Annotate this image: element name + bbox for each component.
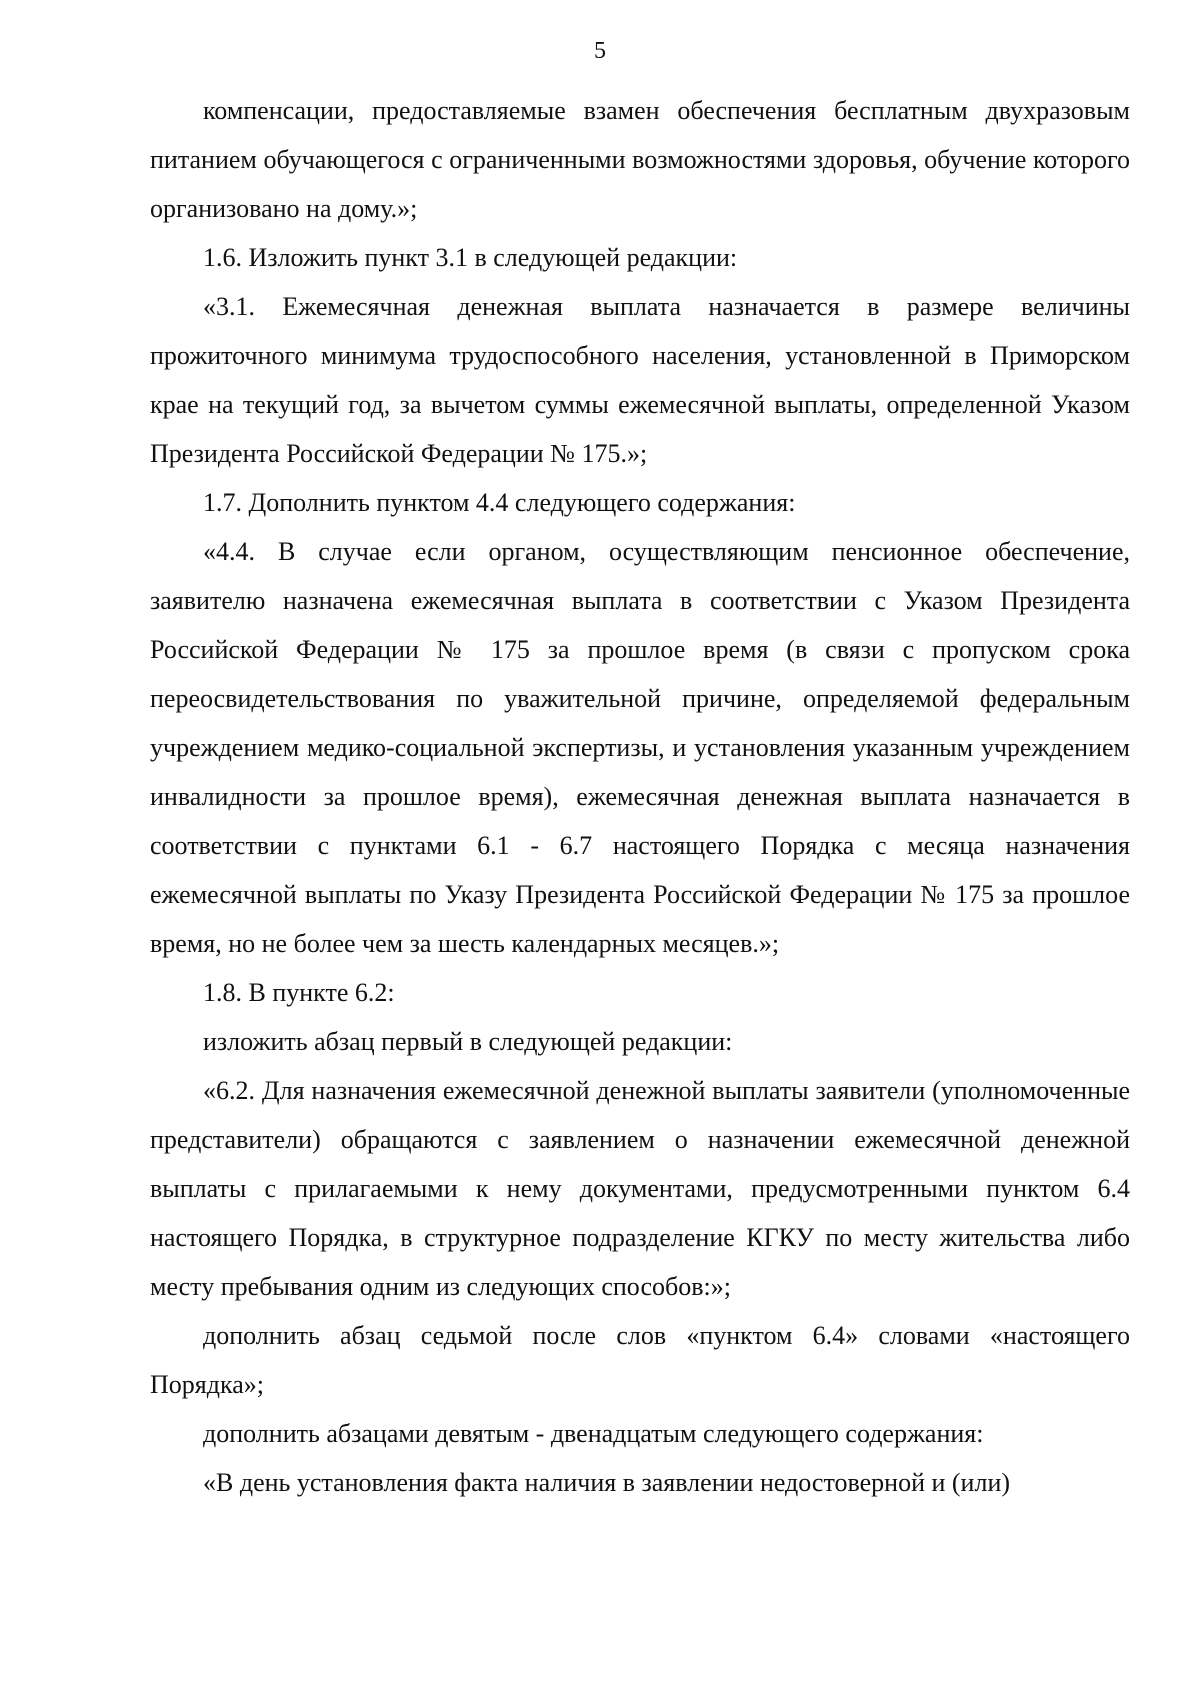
paragraph-quote-6-2: «6.2. Для назначения ежемесячной денежной выплаты заявители (уполномоченные представители) обращаются с заявлением о назначении ежемесячной денежной выплаты с прилагаемыми к нему документами, предусмотренными пунктом 6.4 настоящего Порядка, в структурное подразделение КГКУ по месту жительства либо месту пребывания одним из следующих способов:»; <box>150 1076 1130 1301</box>
paragraph-item-1-8: 1.8. В пункте 6.2: <box>203 978 395 1007</box>
paragraph-continuation: компенсации, предоставляемые взамен обеспечения бесплатным двухразовым питанием обучающегося с ограниченными возможностями здоровья, обучение которого организовано на дому.»; <box>150 96 1130 223</box>
paragraph-item-1-6: 1.6. Изложить пункт 3.1 в следующей редакции: <box>203 243 738 272</box>
document-body <box>150 86 1130 1507</box>
paragraph-quote-4-4: «4.4. В случае если органом, осуществляющим пенсионное обеспечение, заявителю назначена ежемесячная выплата в соответствии с Указом Президента Российской Федерации № 175 за прошлое время (в связи с пропуском срока переосвидетельствования по уважительной причине, определяемой федеральным учреждением медико-социальной экспертизы, и установления указанным учреждением инвалидности за прошлое время), ежемесячная денежная выплата назначается в соответствии с пунктами 6.1 - 6.7 настоящего Порядка с месяца назначения ежемесячной выплаты по Указу Президента Российской Федерации № 175 за прошлое время, но не более чем за шесть календарных месяцев.»; <box>150 537 1130 958</box>
paragraph-ninth-twelfth: дополнить абзацами девятым - двенадцатым следующего содержания: <box>203 1419 984 1448</box>
paragraph-item-1-7: 1.7. Дополнить пунктом 4.4 следующего содержания: <box>203 488 796 517</box>
paragraph-first-abzac: изложить абзац первый в следующей редакции: <box>203 1027 733 1056</box>
paragraph-seventh-abzac: дополнить абзац седьмой после слов «пунктом 6.4» словами «настоящего Порядка»; <box>150 1321 1130 1399</box>
paragraph-quote-3-1: «3.1. Ежемесячная денежная выплата назначается в размере величины прожиточного минимума трудоспособного населения, установленной в Приморском крае на текущий год, за вычетом суммы ежемесячной выплаты, определенной Указом Президента Российской Федерации № 175.»; <box>150 292 1130 468</box>
page-number: 5 <box>594 38 606 64</box>
paragraph-quote-day: «В день установления факта наличия в заявлении недостоверной и (или) <box>203 1468 1011 1497</box>
